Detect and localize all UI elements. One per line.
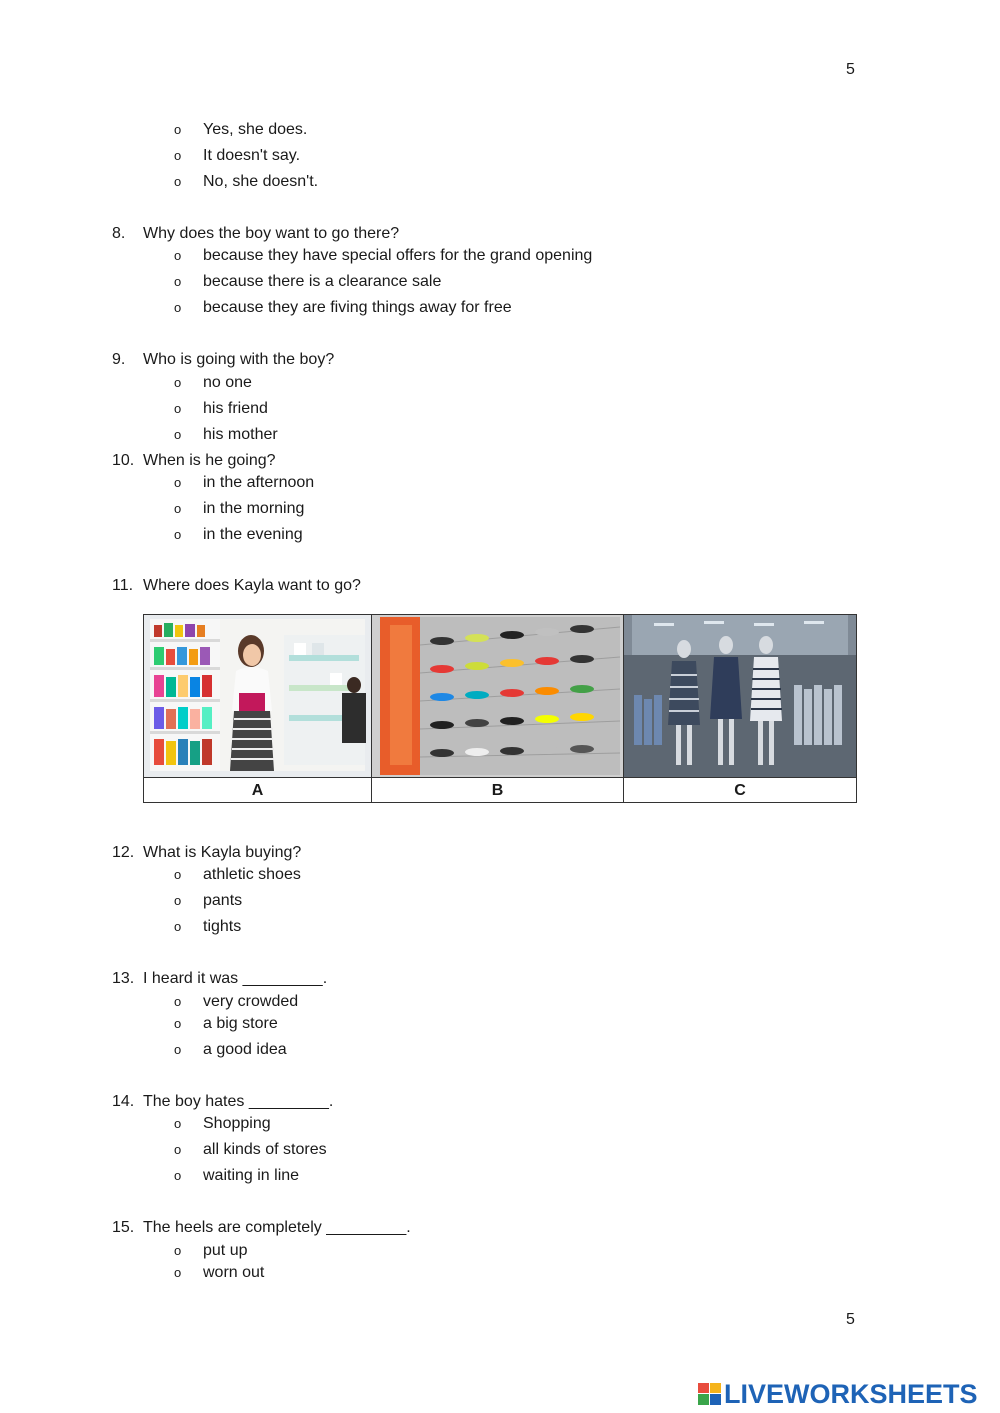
answer-option[interactable]: o all kinds of stores (174, 1141, 327, 1158)
answer-option[interactable]: o put up (174, 1242, 248, 1259)
radio-circle-icon: o (174, 893, 182, 908)
question-13: 13. I heard it was _________. (112, 970, 328, 987)
choice-label-c: C (734, 782, 746, 799)
answer-option[interactable]: o worn out (174, 1264, 265, 1281)
radio-circle-icon: o (174, 501, 182, 516)
question-8: 8. Why does the boy want to go there? (112, 225, 400, 242)
shoe-store-photo (372, 615, 623, 777)
answer-option[interactable]: o in the afternoon (174, 474, 315, 491)
image-choice-b[interactable] (372, 615, 624, 777)
answer-option[interactable]: o a big store (174, 1015, 278, 1032)
answer-option[interactable]: o Shopping (174, 1115, 271, 1132)
answer-option[interactable]: o very crowded (174, 993, 299, 1010)
radio-circle-icon: o (174, 1142, 182, 1157)
image-choice-table (143, 614, 857, 803)
answer-option[interactable]: o because there is a clearance sale (174, 273, 442, 290)
radio-circle-icon: o (174, 1116, 182, 1131)
radio-circle-icon: o (174, 300, 182, 315)
answer-option[interactable]: o tights (174, 918, 242, 935)
question-14: 14. The boy hates _________. (112, 1093, 334, 1110)
image-choice-c[interactable] (624, 615, 856, 777)
radio-circle-icon: o (174, 1243, 182, 1258)
answer-option[interactable]: o because they have special offers for the grand opening (174, 247, 593, 264)
radio-circle-icon: o (174, 174, 182, 189)
answer-option[interactable]: o It doesn't say. (174, 147, 301, 164)
image-choice-a[interactable] (144, 615, 372, 777)
radio-circle-icon: o (174, 1042, 182, 1057)
radio-circle-icon: o (174, 148, 182, 163)
page-number-bottom: 5 (846, 1311, 855, 1328)
question-15: 15. The heels are completely _________. (112, 1219, 411, 1236)
logo-text: LIVEWORKSHEETS (724, 1378, 978, 1409)
question-9: 9. Who is going with the boy? (112, 351, 335, 368)
radio-circle-icon: o (174, 427, 182, 442)
answer-option[interactable]: o because they are fiving things away for free (174, 299, 512, 316)
question-11: 11. Where does Kayla want to go? (112, 577, 361, 594)
page-number-top: 5 (846, 61, 855, 78)
radio-circle-icon: o (174, 248, 182, 263)
radio-circle-icon: o (174, 527, 182, 542)
radio-circle-icon: o (174, 401, 182, 416)
answer-option[interactable]: o a good idea (174, 1041, 287, 1058)
choice-label-a: A (144, 778, 372, 803)
image-choice-labels (144, 777, 856, 803)
question-10: 10. When is he going? (112, 452, 276, 469)
radio-circle-icon: o (174, 994, 182, 1009)
answer-option[interactable]: o Yes, she does. (174, 121, 308, 138)
liveworksheets-logo[interactable] (698, 1376, 978, 1412)
radio-circle-icon: o (174, 274, 182, 289)
radio-circle-icon: o (174, 1265, 182, 1280)
answer-option[interactable]: o his mother (174, 426, 278, 443)
answer-option[interactable]: o waiting in line (174, 1167, 300, 1184)
question-12: 12. What is Kayla buying? (112, 844, 302, 861)
clothing-store-photo (624, 615, 856, 777)
answer-option[interactable]: o in the evening (174, 526, 303, 543)
answer-option[interactable]: o No, she doesn't. (174, 173, 319, 190)
radio-circle-icon: o (174, 375, 182, 390)
radio-circle-icon: o (174, 475, 182, 490)
radio-circle-icon: o (174, 919, 182, 934)
radio-circle-icon: o (174, 1016, 182, 1031)
answer-option[interactable]: o his friend (174, 400, 268, 417)
answer-option[interactable]: o no one (174, 374, 252, 391)
answer-option[interactable]: o athletic shoes (174, 866, 301, 883)
radio-circle-icon: o (174, 1168, 182, 1183)
radio-circle-icon: o (174, 867, 182, 882)
answer-option[interactable]: o in the morning (174, 500, 305, 517)
logo-grid-icon (698, 1382, 722, 1406)
answer-option[interactable]: o pants (174, 892, 243, 909)
bookstore-photo (144, 615, 371, 777)
choice-label-b: B (372, 778, 624, 803)
radio-circle-icon: o (174, 122, 182, 137)
